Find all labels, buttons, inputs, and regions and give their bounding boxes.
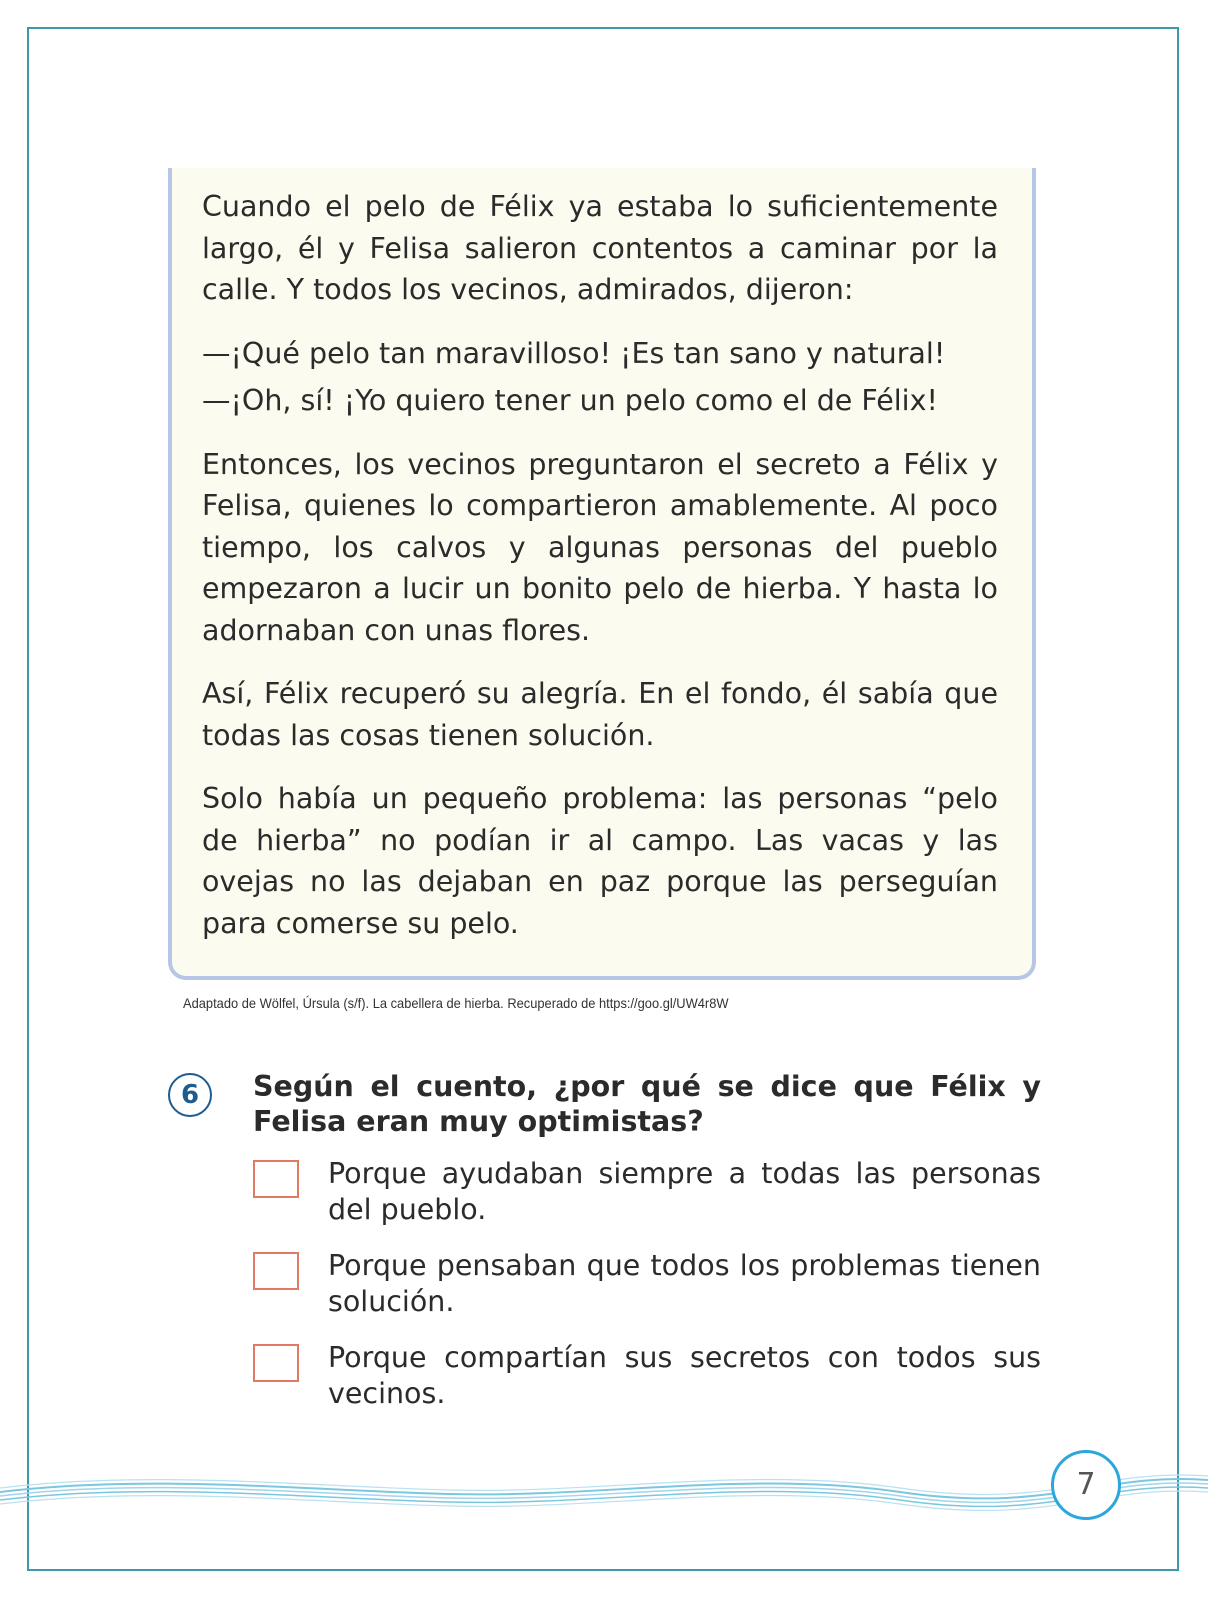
story-paragraph: Así, Félix recuperó su alegría. En el fondo, él sabía que todas las cosas tienen solución.: [202, 677, 998, 752]
page-number: 7: [1051, 1450, 1121, 1520]
answer-checkbox[interactable]: [253, 1344, 299, 1382]
question-text: Según el cuento, ¿por qué se dice que Félix y Felisa eran muy optimistas?: [253, 1070, 1041, 1138]
story-box: [168, 168, 1036, 980]
story-paragraph: Solo había un pequeño problema: las personas “pelo de hierba” no podían ir al campo. Las vacas y las ovejas no las dejaban en paz porque las perseguían para comerse su pelo.: [202, 782, 998, 940]
answer-option-label: Porque compartían sus secretos con todos sus vecinos.: [328, 1341, 1041, 1410]
story-dialog: —¡Qué pelo tan maravilloso! ¡Es tan sano y natural!: [202, 336, 946, 370]
answer-option-label: Porque ayudaban siempre a todas las personas del pueblo.: [328, 1157, 1041, 1226]
story-paragraph: Entonces, los vecinos preguntaron el secreto a Félix y Felisa, quienes lo compartieron amablemente. Al poco tiempo, los calvos y algunas personas del pueblo empezaron a lucir un bonito pelo de hierba. Y hasta lo adornaban con unas flores.: [202, 447, 998, 647]
story-text: [202, 186, 998, 966]
decorative-wave: [0, 1450, 1208, 1520]
source-citation: Adaptado de Wölfel, Úrsula (s/f). La cabellera de hierba. Recuperado de https://goo.gl/UW4r8W: [183, 995, 729, 1011]
story-dialog: —¡Oh, sí! ¡Yo quiero tener un pelo como el de Félix!: [202, 384, 938, 417]
answer-checkbox[interactable]: [253, 1160, 299, 1198]
story-paragraph: Cuando el pelo de Félix ya estaba lo suficientemente largo, él y Felisa salieron contentos a caminar por la calle. Y todos los vecinos, admirados, dijeron:: [202, 190, 998, 306]
answer-checkbox[interactable]: [253, 1252, 299, 1290]
answer-option-label: Porque pensaban que todos los problemas tienen solución.: [328, 1249, 1041, 1318]
question-number-badge: 6: [168, 1073, 212, 1117]
